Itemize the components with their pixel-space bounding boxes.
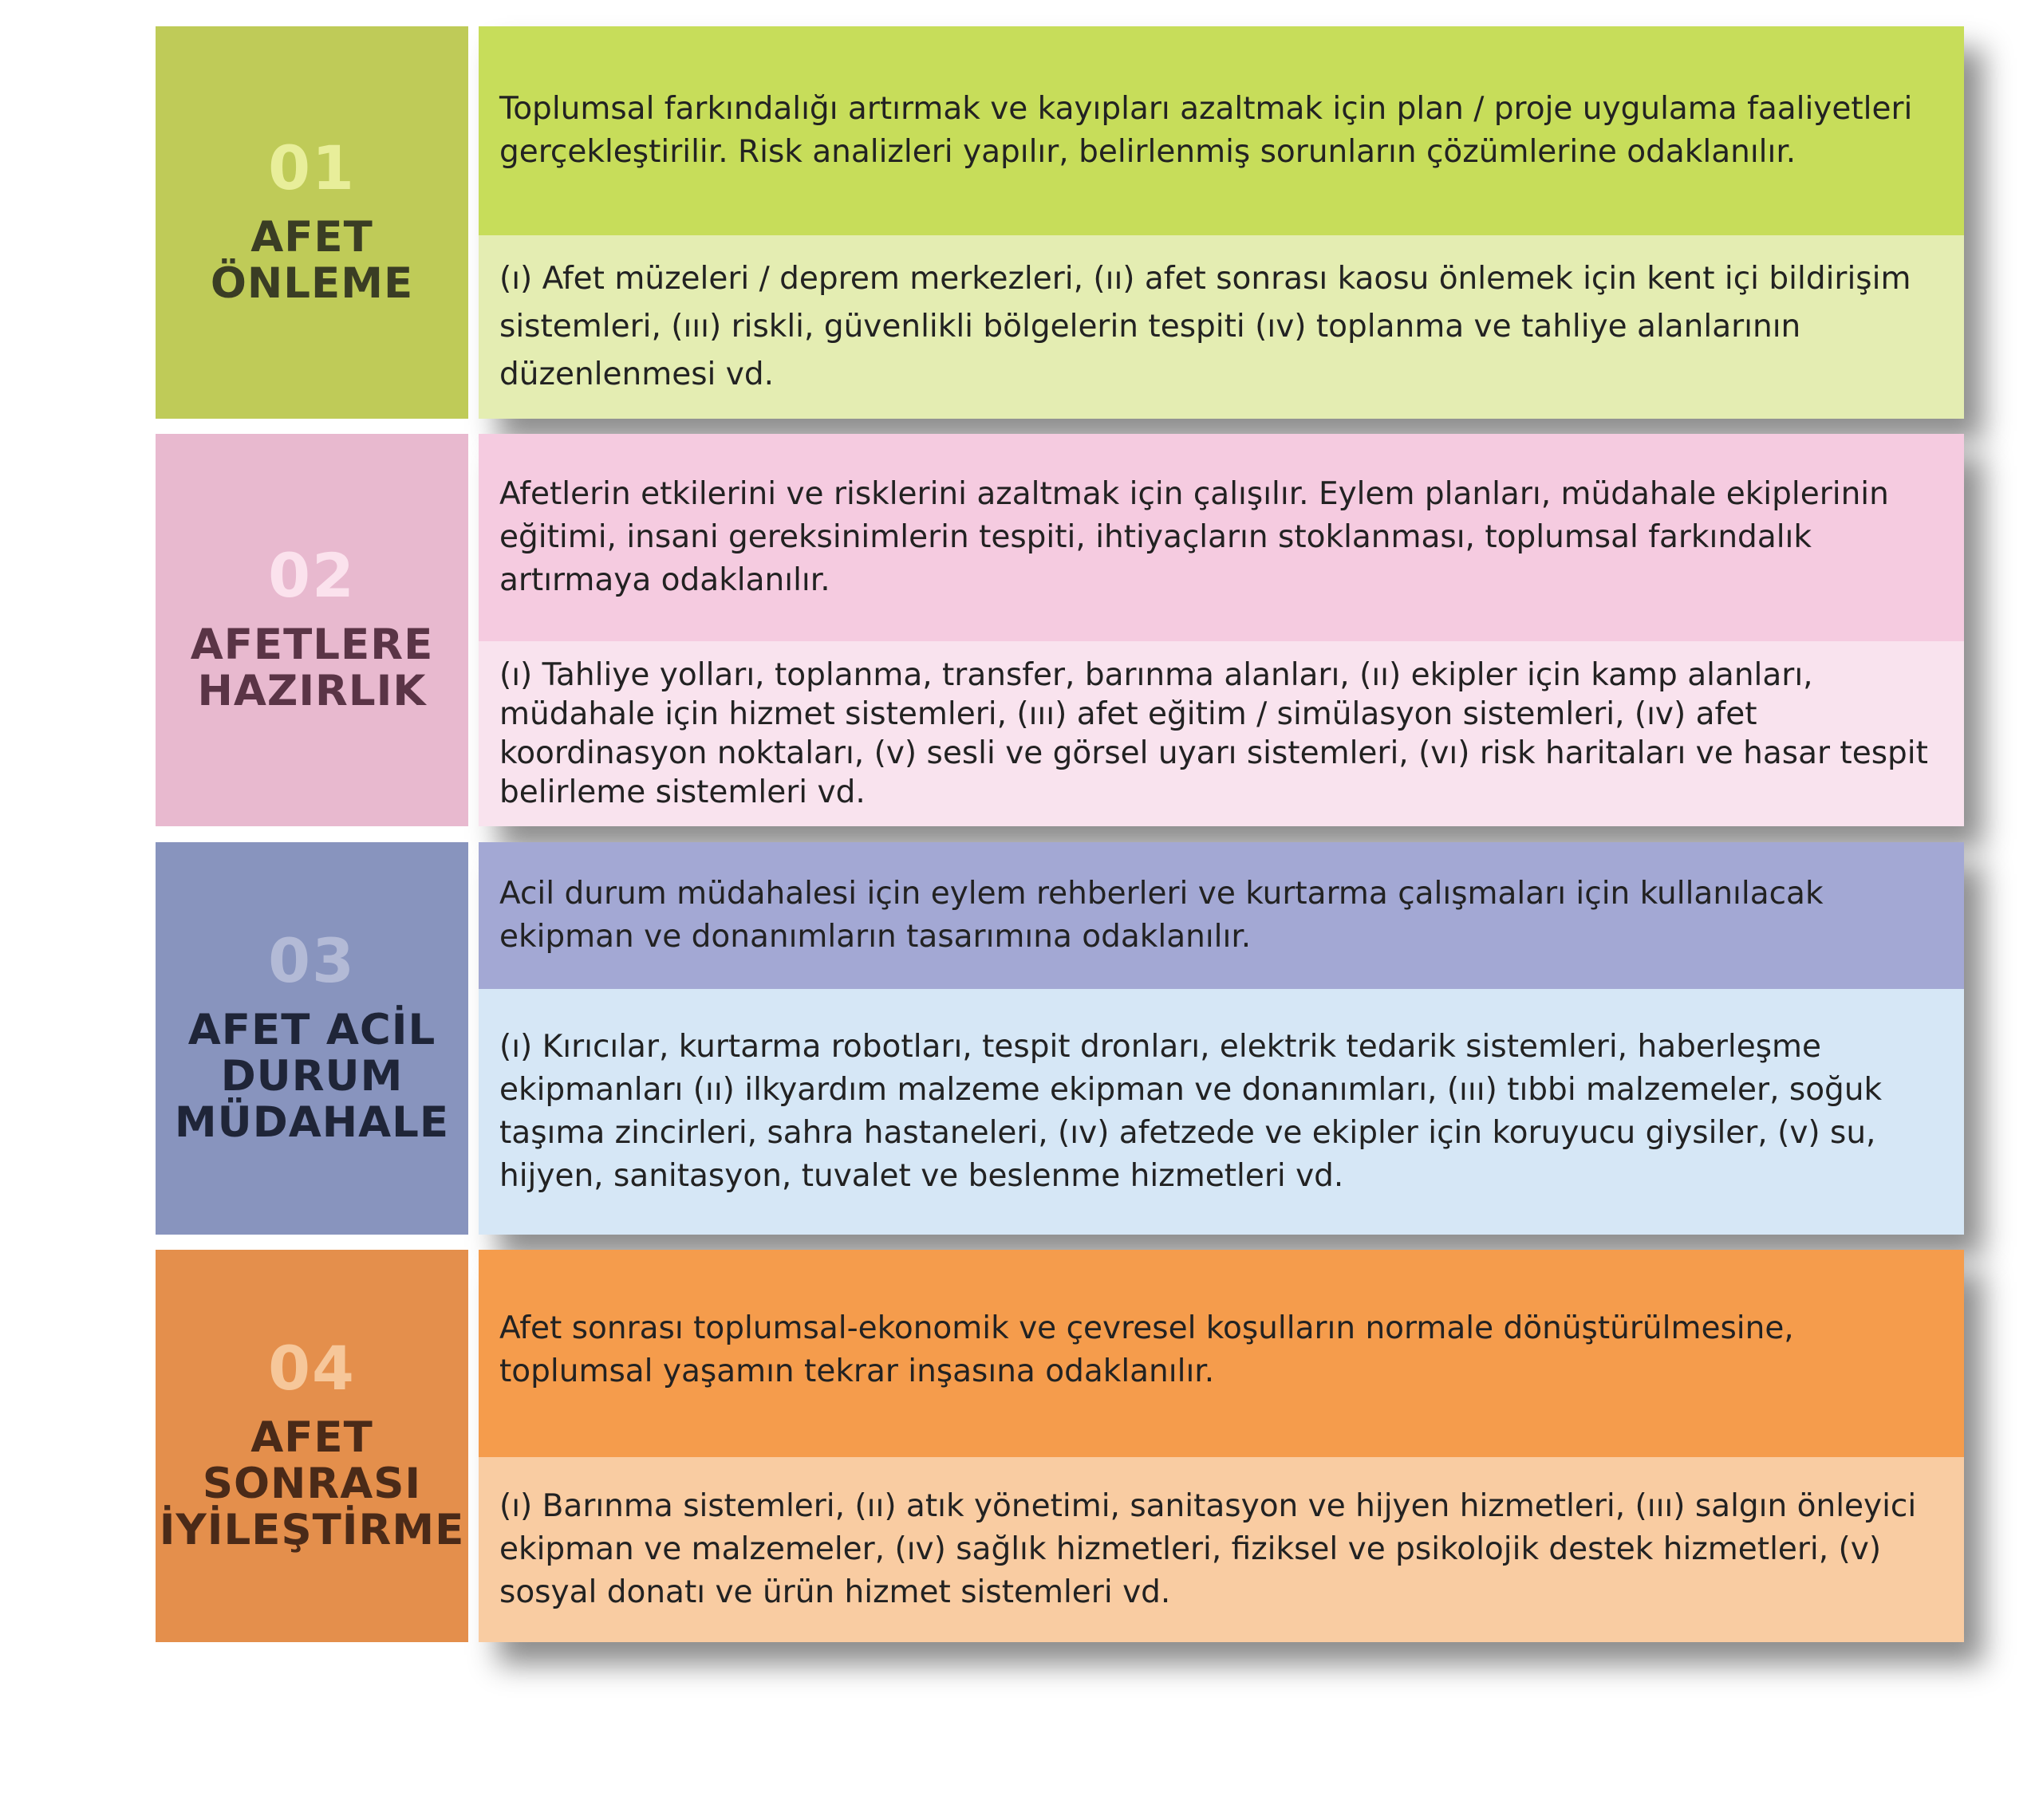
stage-4-title-line: SONRASI	[202, 1460, 422, 1508]
stage-4-description-text: Afet sonrası toplumsal-ekonomik ve çevresel koşulların normale dönüştürülmesine, toplumsal yaşamın tekrar inşasına odaklanılır.	[499, 1310, 1794, 1389]
stage-1-title-line: AFET	[250, 213, 373, 262]
stage-3-label	[156, 842, 468, 1235]
stage-4-title-line: AFET	[250, 1413, 373, 1462]
stage-4-number: 04	[268, 1333, 356, 1404]
stage-4-label	[156, 1250, 468, 1642]
stage-3-title-line: AFET ACİL	[187, 1006, 436, 1054]
stage-4-examples-text: (ı) Barınma sistemleri, (ıı) atık yönetimi, sanitasyon ve hijyen hizmetleri, (ııı) salgın önleyici ekipman ve malzemeler, (ıv) sağlık hizmetleri, fiziksel ve psikolojik destek hizmetleri, (v) sosyal donatı ve ürün hizmet sistemleri vd.	[499, 1488, 1917, 1610]
stage-3-title	[175, 1007, 449, 1146]
stage-2-title-line: AFETLERE	[190, 620, 434, 669]
stage-1-title	[211, 215, 413, 307]
stage-1-description-text: Toplumsal farkındalığı artırmak ve kayıpları azaltmak için plan / proje uygulama faaliyetleri gerçekleştirilir. Risk analizleri yapılır, belirlenmiş sorunların çözümlerine odaklanılır.	[499, 91, 1913, 170]
stage-1-title-line: ÖNLEME	[210, 259, 414, 308]
stage-2-label	[156, 434, 468, 826]
stage-4-title	[160, 1415, 465, 1554]
stage-3-title-line: MÜDAHALE	[174, 1098, 450, 1147]
stage-2-number: 02	[268, 540, 356, 611]
stage-1-examples	[479, 235, 1964, 419]
stage-1-label	[156, 26, 468, 419]
stage-1-description	[479, 26, 1964, 235]
stage-3-number: 03	[268, 925, 356, 996]
stage-2-title	[191, 622, 434, 715]
stage-2-title-line: HAZIRLIK	[197, 667, 427, 715]
stage-2-description-text: Afetlerin etkilerini ve risklerini azaltmak için çalışılır. Eylem planları, müdahale ekiplerinin eğitimi, insani gereksinimlerin tespiti, ihtiyaçların stoklanması, toplumsal farkındalık artırmaya odaklanılır.	[499, 476, 1889, 598]
stage-3-description	[479, 842, 1964, 989]
stage-1-number: 01	[268, 132, 356, 203]
stage-4-description	[479, 1250, 1964, 1457]
stage-3-description-text: Acil durum müdahalesi için eylem rehberleri ve kurtarma çalışmaları için kullanılacak ekipman ve donanımların tasarımına odaklanılır.	[499, 876, 1824, 955]
stage-3-examples-text: (ı) Kırıcılar, kurtarma robotları, tespit dronları, elektrik tedarik sistemleri, haberleşme ekipmanları (ıı) ilkyardım malzeme ekipman ve donanımları, (ııı) tıbbi malzemeler, soğuk taşıma zincirleri, sahra hastaneleri, (ıv) afetzede ve ekipler için koruyucu giysiler, (v) su, hijyen, sanitasyon, tuvalet ve beslenme hizmetleri vd.	[499, 1029, 1883, 1194]
stage-3-title-line: DURUM	[220, 1052, 404, 1101]
stage-3-examples	[479, 989, 1964, 1235]
stage-2-examples-text: (ı) Tahliye yolları, toplanma, transfer, barınma alanları, (ıı) ekipler için kamp alanları, müdahale için hizmet sistemleri, (ııı) afet eğitim / simülasyon sistemleri, (ıv) afet koordinasyon noktaları, (v) sesli ve görsel uyarı sistemleri, (vı) risk haritaları ve hasar tespit belirleme sistemleri vd.	[499, 657, 1928, 810]
stage-1-examples-text: (ı) Afet müzeleri / deprem merkezleri, (ıı) afet sonrası kaosu önlemek için kent içi bildirişim sistemleri, (ııı) riskli, güvenlikli bölgelerin tespiti (ıv) toplanma ve tahliye alanlarının düzenlenmesi vd.	[499, 261, 1911, 392]
stage-2-description	[479, 434, 1964, 641]
stage-4-title-line: İYİLEŞTİRME	[159, 1506, 465, 1554]
stage-2-examples	[479, 641, 1964, 826]
stage-4-examples	[479, 1457, 1964, 1642]
